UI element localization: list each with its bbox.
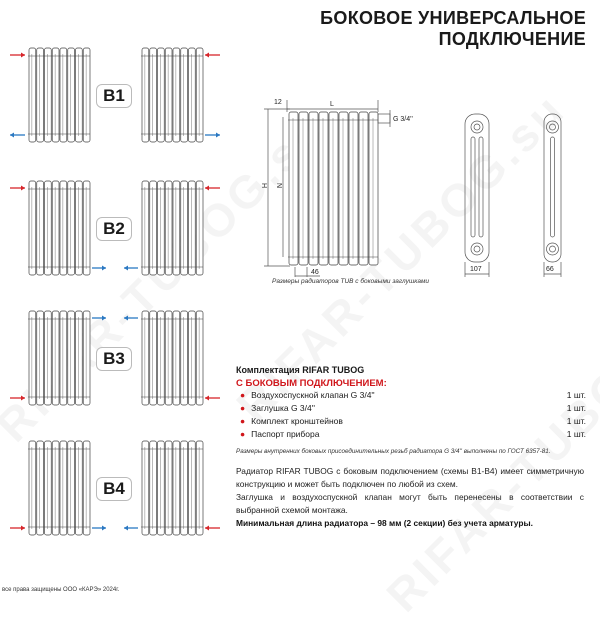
kit-item: [236, 428, 586, 441]
kit-item-qty: 1 шт.: [566, 403, 586, 413]
return-arrow-icon: [92, 266, 106, 271]
drawing-caption: Размеры радиаторов TUB с боковыми заглушками: [272, 278, 430, 285]
supply-arrow-icon: [10, 53, 25, 58]
dim-107: 107: [470, 266, 482, 273]
supply-arrow-icon: [10, 186, 25, 191]
thread-size: G 3/4'': [393, 116, 413, 123]
bullet-icon: ●: [240, 403, 246, 413]
return-arrow-icon: [92, 316, 106, 321]
scheme-label: B2: [96, 217, 132, 241]
dim-12: 12: [274, 99, 282, 106]
kit-item-name: Воздухоспускной клапан G 3/4'': [251, 390, 375, 400]
kit-item: [236, 402, 586, 415]
scheme-label: B1: [96, 84, 132, 108]
title-line-1: БОКОВОЕ УНИВЕРСАЛЬНОЕ: [320, 8, 586, 28]
bullet-icon: ●: [240, 390, 246, 400]
title-line-2: ПОДКЛЮЧЕНИЕ: [438, 29, 586, 49]
supply-arrow-icon: [205, 526, 220, 531]
scheme-b2: [0, 177, 235, 287]
supply-arrow-icon: [10, 526, 25, 531]
return-arrow-icon: [124, 316, 138, 321]
kit-item-qty: 1 шт.: [566, 390, 586, 400]
scheme-b1: [0, 44, 235, 154]
radiator-side-view-66: [544, 114, 561, 277]
dim-L: L: [330, 101, 334, 108]
radiator-dimension-drawing: [260, 92, 600, 277]
scheme-label: B3: [96, 347, 132, 371]
return-arrow-icon: [92, 526, 106, 531]
description-p2: Заглушка и воздухоспускной клапан могут быть перенесены в соответствии с выбранной схемой монтажа.: [236, 492, 584, 515]
kit-item: [236, 415, 586, 428]
kit-item-qty: 1 шт.: [566, 429, 586, 439]
copyright: все права защищены ООО «КАРЭ» 2024г.: [2, 587, 120, 593]
radiator-front-view: [288, 112, 378, 265]
kit-item-name: Комплект кронштейнов: [251, 416, 343, 426]
dim-H: H: [260, 183, 267, 189]
scheme-b3: [0, 307, 235, 417]
kit-note: Размеры внутренних боковых присоединительных резьб радиатора G 3/4'' выполнены по ГОСТ 6357-81.: [236, 448, 551, 455]
kit-item-name: Паспорт прибора: [251, 429, 320, 439]
return-arrow-icon: [10, 133, 25, 138]
kit-item-qty: 1 шт.: [566, 416, 586, 426]
kit-subheading: С БОКОВЫМ ПОДКЛЮЧЕНИЕМ:: [236, 378, 387, 389]
dim-N: N: [275, 183, 282, 189]
description: [236, 465, 584, 530]
supply-arrow-icon: [205, 186, 220, 191]
return-arrow-icon: [124, 266, 138, 271]
kit-item: [236, 389, 586, 402]
radiator-side-view-107: [465, 114, 489, 277]
supply-arrow-icon: [10, 396, 25, 401]
kit-heading: Комплектация RIFAR TUBOG: [236, 365, 365, 375]
scheme-label: B4: [96, 477, 132, 501]
return-arrow-icon: [124, 526, 138, 531]
bullet-icon: ●: [240, 429, 246, 439]
dim-66: 66: [546, 266, 554, 273]
page-title: [320, 8, 586, 50]
supply-arrow-icon: [205, 53, 220, 58]
scheme-b4: [0, 437, 235, 547]
kit-item-name: Заглушка G 3/4'': [251, 403, 315, 413]
dim-46: 46: [311, 269, 319, 276]
return-arrow-icon: [205, 133, 220, 138]
description-p1: Радиатор RIFAR TUBOG с боковым подключением (схемы B1-B4) имеет симметричную конструкцию и может быть подключен по любой из схем.: [236, 466, 584, 489]
kit-contents: [236, 365, 586, 455]
bullet-icon: ●: [240, 416, 246, 426]
description-p3: Минимальная длина радиатора – 98 мм (2 секции) без учета арматуры.: [236, 518, 533, 528]
supply-arrow-icon: [205, 396, 220, 401]
